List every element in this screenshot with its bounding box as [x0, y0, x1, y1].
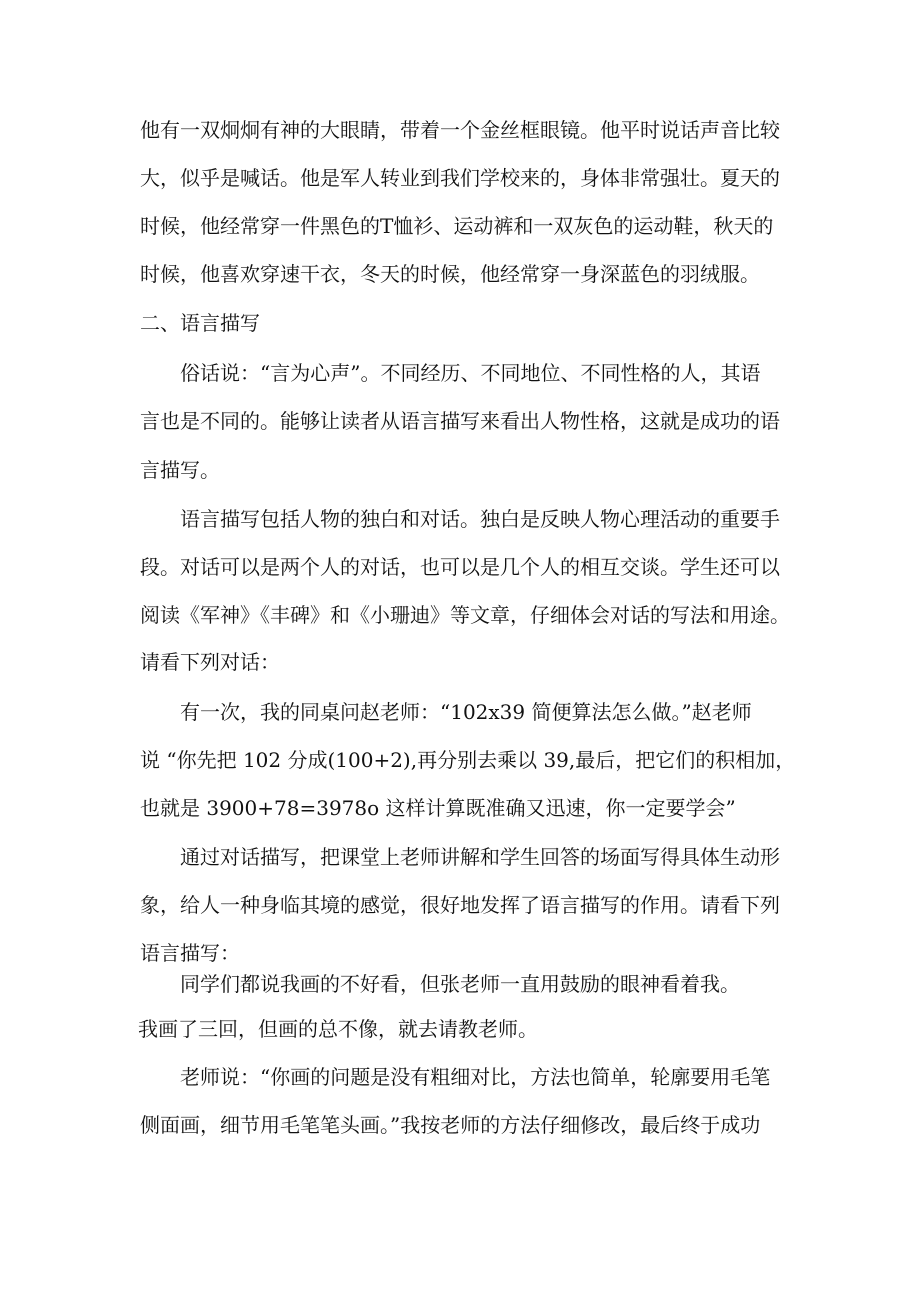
text-line: 段。对话可以是两个人的对话，也可以是几个人的相互交谈。学生还可以	[140, 555, 780, 579]
section-heading: 二、语言描写	[140, 311, 260, 335]
text-line: 象，给人一种身临其境的感觉，很好地发挥了语言描写的作用。请看下列	[140, 893, 780, 917]
text-line: 说 “你先把 102 分成(100+2),再分别去乘以 39,最后，把它们的积相加，	[140, 748, 796, 772]
text-line: 阅读《军神》《丰碑》和《小珊迪》等文章，仔细体会对话的写法和用途。	[140, 603, 790, 627]
paragraph-start-line: 语言描写包括人物的独白和对话。独白是反映人物心理活动的重要手	[180, 507, 780, 531]
text-line: 也就是 3900+78=3978o 这样计算既准确又迅速，你一定要学会”	[140, 796, 736, 820]
text-line: 时候，他喜欢穿速干衣，冬天的时候，他经常穿一身深蓝色的羽绒服。	[140, 262, 760, 286]
text-line: 语言描写：	[140, 941, 240, 965]
paragraph-start-line: 同学们都说我画的不好看，但张老师一直用鼓励的眼神看着我。	[180, 972, 740, 996]
text-line: 他有一双炯炯有神的大眼睛，带着一个金丝框眼镜。他平时说话声音比较	[140, 118, 780, 142]
text-line: 侧面画，细节用毛笔笔头画。”我按老师的方法仔细修改，最后终于成功	[140, 1113, 761, 1137]
text-line: 我画了三回，但画的总不像，就去请教老师。	[138, 1017, 538, 1041]
paragraph-start-line: 老师说：“你画的问题是没有粗细对比，方法也简单，轮廓要用毛笔	[180, 1065, 771, 1089]
paragraph-start-line: 通过对话描写，把课堂上老师讲解和学生回答的场面写得具体生动形	[180, 845, 780, 869]
paragraph-start-line: 有一次，我的同桌问赵老师：“102x39 简便算法怎么做。”赵老师	[180, 700, 752, 724]
text-line: 请看下列对话：	[140, 650, 280, 674]
text-line: 大，似乎是喊话。他是军人转业到我们学校来的，身体非常强壮。夏天的	[140, 166, 780, 190]
paragraph-start-line: 俗话说：“言为心声”。不同经历、不同地位、不同性格的人，其语	[180, 361, 761, 385]
text-line: 言描写。	[140, 458, 220, 482]
text-line: 时候，他经常穿一件黑色的T恤衫、运动裤和一双灰色的运动鞋，秋天的	[140, 214, 774, 238]
text-line: 言也是不同的。能够让读者从语言描写来看出人物性格，这就是成功的语	[140, 409, 780, 433]
